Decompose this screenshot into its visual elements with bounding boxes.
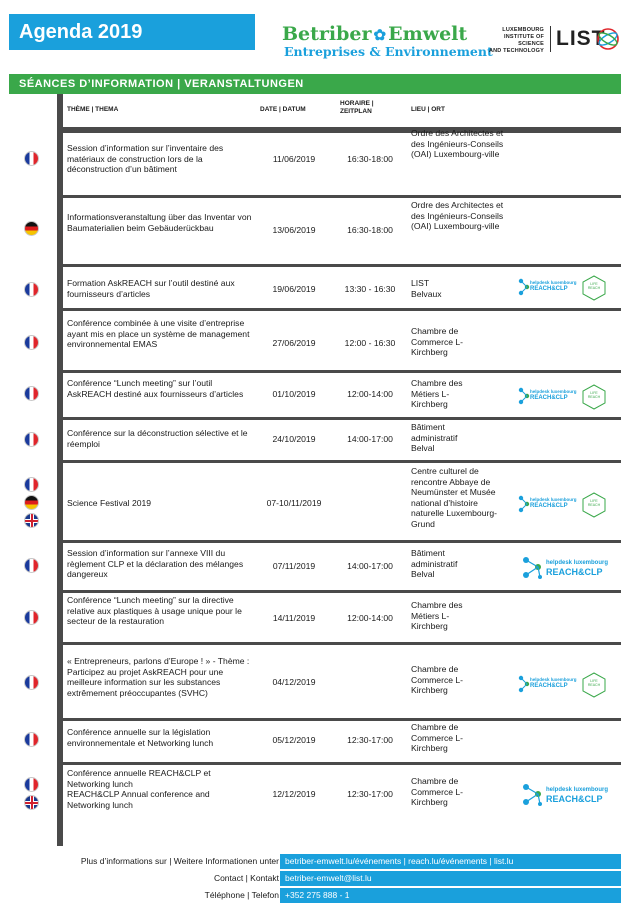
- flag-fr-icon: [24, 282, 39, 297]
- molecule-icon: [518, 674, 530, 694]
- molecule-icon: [522, 555, 544, 581]
- molecule-icon: [518, 277, 530, 297]
- flag-fr-icon: [24, 777, 39, 792]
- row-theme: Conférence annuelle REACH&CLP et Networking lunch REACH&CLP Annual conference and Networking lunch: [67, 768, 211, 810]
- row-time: 14:00-17:00: [347, 434, 393, 444]
- reach-clp-helpdesk-logo-large: helpdesk luxembourg REACH&CLP: [522, 553, 618, 583]
- life-reach-logo: LIFE REACH: [582, 492, 606, 523]
- row-theme: Conférence annuelle sur la législation environnementale et Networking lunch: [67, 727, 214, 748]
- row-date: 12/12/2019: [272, 789, 316, 799]
- row-lieu: Ordre des Architectes et des Ingénieurs-Conseils (OAI) Luxembourg-ville: [411, 128, 504, 159]
- molecule-icon: [518, 494, 530, 514]
- col-theme: THÈME | THEMA: [67, 106, 119, 113]
- reach-clp-helpdesk-logo-large: helpdesk luxembourg REACH&CLP: [522, 780, 618, 810]
- row-lieu: Chambre des Métiers L-Kirchberg: [411, 600, 463, 631]
- flag-fr-icon: [24, 151, 39, 166]
- flag-fr-icon: [24, 675, 39, 690]
- reach-clp-helpdesk-logo: helpdesk luxembourg REACH&CLP LIFE REACH: [518, 275, 614, 301]
- row-theme: Conférence combinée à une visite d’entreprise ayant mis en place un système de management environnemental EMAS: [67, 318, 250, 349]
- row-date: 27/06/2019: [272, 338, 316, 348]
- row-theme: Session d’information sur l’inventaire des matériaux de construction lors de la déconstruction d’un bâtiment: [67, 143, 224, 174]
- molecule-icon: [518, 386, 530, 406]
- flag-fr-icon: [24, 432, 39, 447]
- row-time: 12:00-14:00: [347, 613, 393, 623]
- row-theme: Informationsveranstaltung über das Inventar von Baumaterialien beim Gebäuderückbau: [67, 212, 252, 233]
- row-theme: Conférence sur la déconstruction sélective et le réemploi: [67, 428, 248, 449]
- list-logo-text: LIST: [556, 27, 606, 50]
- reach-clp-helpdesk-logo: helpdesk luxembourg REACH&CLP LIFE REACH: [518, 384, 614, 410]
- footer-contact-label: Contact | Kontakt: [213, 873, 279, 883]
- footer-contact-email[interactable]: betriber-emwelt@list.lu: [280, 871, 621, 886]
- row-theme: « Entrepreneurs, parlons d’Europe ! » - Thème : Participez au projet AskREACH pour une meilleure information sur les substances extrêmement préoccupantes (SVHC): [67, 656, 250, 698]
- row-date: 07-10/11/2019: [266, 498, 322, 508]
- list-logo-subtitle: LUXEMBOURG INSTITUTE OF SCIENCE AND TECHNOLOGY: [488, 27, 544, 54]
- betriber-emwelt-logo: Betriber ✿ Emwelt Entreprises & Environnement: [282, 23, 493, 59]
- page-title: Agenda 2019: [9, 14, 255, 50]
- col-lieu: LIEU | ORT: [411, 106, 445, 113]
- row-lieu: Ordre des Architectes et des Ingénieurs-Conseils (OAI) Luxembourg-ville: [411, 200, 504, 231]
- col-date: DATE | DATUM: [260, 106, 306, 113]
- flag-fr-icon: [24, 610, 39, 625]
- row-date: 19/06/2019: [272, 284, 316, 294]
- row-time: 12:00-14:00: [347, 389, 393, 399]
- row-lieu: Chambre de Commerce L-Kirchberg: [411, 664, 464, 695]
- flag-de-icon: [24, 495, 39, 510]
- footer-info-links[interactable]: betriber-emwelt.lu/événements | reach.lu/événements | list.lu: [280, 854, 621, 869]
- row-time: 16:30-18:00: [347, 225, 393, 235]
- row-theme: Session d’information sur l’annexe VIII du règlement CLP et la déclaration des mélanges dangereux: [67, 548, 244, 579]
- flag-de-icon: [24, 221, 39, 236]
- row-theme: Conférence “Lunch meeting” sur la directive relative aux plastiques à usage unique pour le secteur de la restauration: [67, 595, 242, 626]
- footer-phone-number[interactable]: +352 275 888 - 1: [280, 888, 621, 903]
- row-lieu: Chambre de Commerce L-Kirchberg: [411, 722, 464, 753]
- row-time: 16:30-18:00: [347, 154, 393, 164]
- row-date: 04/12/2019: [272, 677, 316, 687]
- reach-clp-helpdesk-logo: helpdesk luxembourg REACH&CLP LIFE REACH: [518, 672, 614, 698]
- list-logo: [480, 26, 620, 54]
- row-time: 13:30 - 16:30: [344, 284, 396, 294]
- life-reach-logo: LIFE REACH: [582, 672, 606, 703]
- row-time: 12:30-17:00: [347, 735, 393, 745]
- row-lieu: LIST Belvaux: [411, 278, 442, 299]
- row-lieu: Chambre de Commerce L-Kirchberg: [411, 776, 464, 807]
- row-lieu: Centre culturel de rencontre Abbaye de Neumünster et Musée national d’histoire naturelle Luxembourg-Grund: [411, 466, 497, 529]
- molecule-icon: [522, 782, 544, 808]
- life-reach-logo: LIFE REACH: [582, 275, 606, 306]
- list-globe-icon: [596, 27, 620, 51]
- row-date: 14/11/2019: [272, 613, 316, 623]
- life-reach-logo: LIFE REACH: [582, 384, 606, 415]
- flag-fr-icon: [24, 732, 39, 747]
- row-date: 05/12/2019: [272, 735, 316, 745]
- reach-clp-helpdesk-logo: helpdesk luxembourg REACH&CLP LIFE REACH: [518, 492, 614, 518]
- flag-uk-icon: [24, 513, 39, 528]
- row-time: 14:00-17:00: [347, 561, 393, 571]
- row-date: 24/10/2019: [272, 434, 316, 444]
- row-lieu: Chambre des Métiers L-Kirchberg: [411, 378, 463, 409]
- row-lieu: Bâtiment administratif Belval: [411, 548, 458, 579]
- section-title: SÉANCES D’INFORMATION | VERANSTALTUNGEN: [9, 74, 621, 94]
- row-date: 13/06/2019: [272, 225, 316, 235]
- row-theme: Formation AskREACH sur l’outil destiné aux fournisseurs d’articles: [67, 278, 235, 299]
- leaf-icon: ✿: [373, 26, 387, 44]
- flag-fr-icon: [24, 558, 39, 573]
- flag-fr-icon: [24, 477, 39, 492]
- footer-info-label: Plus d’informations sur | Weitere Informationen unter: [80, 856, 279, 866]
- row-date: 11/06/2019: [272, 154, 316, 164]
- row-date: 07/11/2019: [272, 561, 316, 571]
- footer-phone-label: Téléphone | Telefon: [204, 890, 279, 900]
- row-theme: Conférence “Lunch meeting” sur l’outil AskREACH destiné aux fournisseurs d’articles: [67, 378, 244, 399]
- row-lieu: Bâtiment administratif Belval: [411, 422, 458, 453]
- row-lieu: Chambre de Commerce L-Kirchberg: [411, 326, 464, 357]
- row-time: 12:00 - 16:30: [344, 338, 396, 348]
- row-theme: Science Festival 2019: [67, 498, 152, 508]
- row-date: 01/10/2019: [272, 389, 316, 399]
- table-header: [63, 94, 621, 128]
- flag-fr-icon: [24, 386, 39, 401]
- flag-fr-icon: [24, 335, 39, 350]
- col-time: HORAIRE | ZEITPLAN: [340, 100, 374, 115]
- row-time: 12:30-17:00: [347, 789, 393, 799]
- flag-uk-icon: [24, 795, 39, 810]
